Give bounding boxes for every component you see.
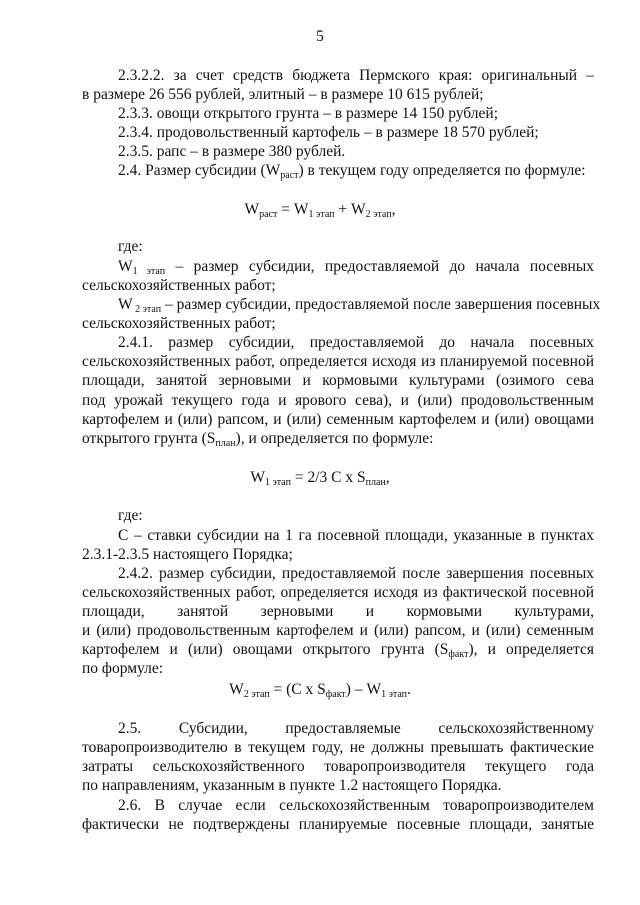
formula-second-stage: $W_{2 этап} = (С$ x $S_{факт}) - W_{1 этап}$. bbox=[229, 681, 411, 700]
text-line: 2.3.1-2.3.5 настоящего Порядка; bbox=[82, 546, 293, 563]
text-line: картофелем и (или) рапсом, и (или) семенным картофелем и (или) овощами bbox=[82, 411, 594, 428]
text-line: 2.6. В случае если сельскохозяйственным товаропроизводителем bbox=[118, 797, 594, 814]
text-line: W $_{2 этап}$ – размер субсидии, предоставляемой после завершения посевных bbox=[118, 296, 601, 315]
page-number: 5 bbox=[316, 28, 324, 45]
text-line: где: bbox=[118, 507, 143, 524]
text-line: 2.4.2. размер субсидии, предоставляемой после завершения посевных bbox=[118, 565, 594, 582]
text-line: площади, занятой зерновыми и кормовыми культурами (озимого сева bbox=[82, 372, 594, 389]
text-line: 2.3.3. овощи открытого грунта – в размере 14 150 рублей; bbox=[118, 105, 499, 122]
text-line: по формуле: bbox=[82, 660, 164, 677]
text-line: С – ставки субсидии на 1 га посевной площади, указанные в пунктах bbox=[118, 527, 594, 544]
text-line: 2.4. Размер субсидии $(W_{раст})$ в текущем году определяется по формуле: bbox=[118, 162, 586, 181]
text-line: сельскохозяйственных работ; bbox=[82, 277, 276, 294]
text-line: 2.3.5. рапс – в размере 380 рублей. bbox=[118, 143, 346, 160]
formula-first-stage: $W_{1 этап} = 2/3$ С x $S_{план}$, bbox=[250, 469, 390, 488]
text-line: сельскохозяйственных работ, определяется исходя из фактической посевной bbox=[82, 584, 594, 601]
text-line: по направлениям, указанным в пункте 1.2 настоящего Порядка. bbox=[82, 777, 502, 794]
text-line: открытого грунта $(S_{план})$, и определяется по формуле: bbox=[82, 430, 434, 449]
text-line: где: bbox=[118, 238, 143, 255]
formula-total: $W_{раст} = W_{1 этап} + W_{2 этап}$, bbox=[244, 201, 396, 220]
text-line: площади, занятой зерновыми и кормовыми культурами, bbox=[82, 603, 594, 620]
text-line: картофелем и (или) овощами открытого грунта $(S_{факт})$, и определяется bbox=[82, 641, 594, 660]
text-line: в размере 26 556 рублей, элитный – в размере 10 615 рублей; bbox=[82, 86, 484, 103]
text-line: и (или) продовольственным картофелем и (или) рапсом, и (или) семенным bbox=[82, 622, 594, 639]
text-line: фактически не подтверждены планируемые посевные площади, занятые bbox=[82, 816, 594, 833]
text-line: 2.4.1. размер субсидии, предоставляемой до начала посевных bbox=[118, 334, 594, 351]
text-line: под урожай текущего года и ярового сева), и (или) продовольственным bbox=[82, 392, 594, 409]
text-line: 2.5. Субсидии, предоставляемые сельскохозяйственному bbox=[118, 720, 594, 737]
text-line: 2.3.4. продовольственный картофель – в размере 18 570 рублей; bbox=[118, 124, 539, 141]
text-line: сельскохозяйственных работ, определяется исходя из планируемой посевной bbox=[82, 353, 594, 370]
text-line: товаропроизводителю в текущем году, не должны превышать фактические bbox=[82, 739, 594, 756]
text-line: $W_{1 этап}$ – размер субсидии, предоставляемой до начала посевных bbox=[118, 258, 594, 277]
text-line: затраты сельскохозяйственного товаропроизводителя текущего года bbox=[82, 758, 594, 775]
text-line: 2.3.2.2. за счет средств бюджета Пермского края: оригинальный – bbox=[118, 67, 594, 84]
text-line: сельскохозяйственных работ; bbox=[82, 315, 276, 332]
